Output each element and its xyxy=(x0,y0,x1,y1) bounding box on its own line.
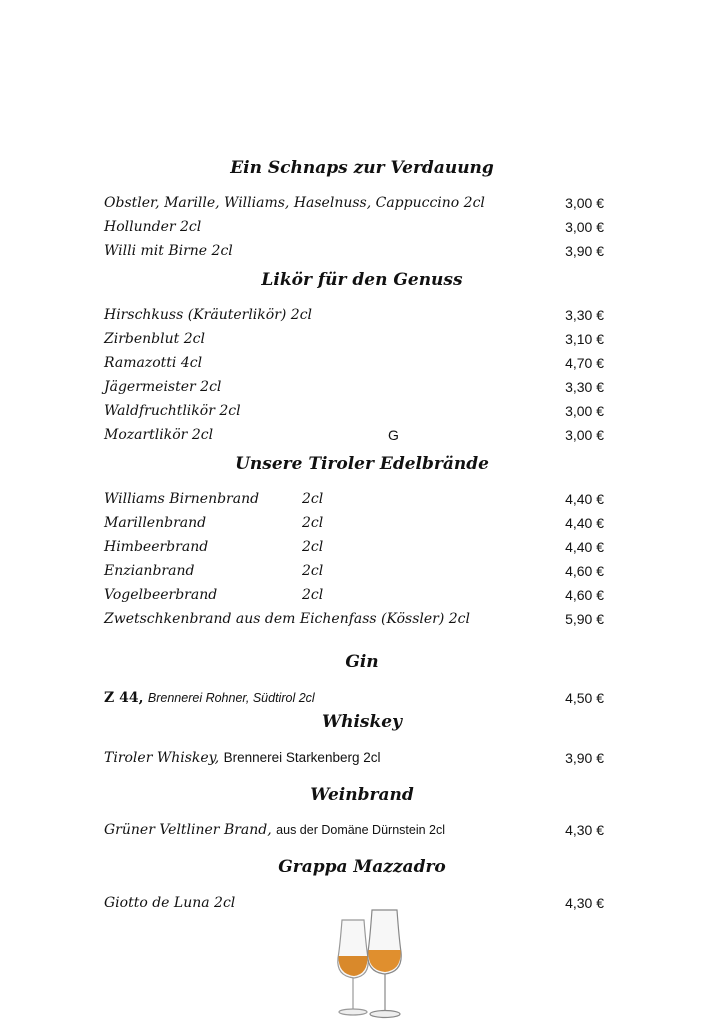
menu-item xyxy=(104,584,604,606)
menu-item xyxy=(104,400,604,422)
item-price: 4,30 € xyxy=(565,895,604,911)
item-price: 4,60 € xyxy=(565,563,604,579)
menu-item xyxy=(104,376,604,398)
section-heading: Grappa Mazzadro xyxy=(278,857,446,877)
item-name: Grüner Veltliner Brand, xyxy=(104,822,272,838)
menu-item xyxy=(104,216,604,238)
brandy-glasses-image xyxy=(330,906,420,1022)
item-name: Z 44, xyxy=(104,690,144,706)
item-detail: Brennerei Rohner, Südtirol 2cl xyxy=(147,691,315,705)
menu-item xyxy=(104,488,604,510)
item-price: 3,90 € xyxy=(565,243,604,259)
section-heading: Whiskey xyxy=(322,712,402,732)
item-price: 3,10 € xyxy=(565,331,604,347)
item-price: 4,40 € xyxy=(565,539,604,555)
item-size: 2cl xyxy=(302,587,324,603)
item-price: 4,40 € xyxy=(565,515,604,531)
item-price: 3,00 € xyxy=(565,195,604,211)
item-size: 2cl xyxy=(302,515,324,531)
item-price: 3,30 € xyxy=(565,379,604,395)
item-name: Williams Birnenbrand xyxy=(104,491,260,507)
item-name: Willi mit Birne 2cl xyxy=(104,243,233,259)
menu-item xyxy=(104,192,604,214)
item-price: 4,60 € xyxy=(565,587,604,603)
item-name: Ramazotti 4cl xyxy=(104,355,203,371)
section-heading: Unsere Tiroler Edelbrände xyxy=(235,454,489,474)
item-name: Tiroler Whiskey, xyxy=(104,750,220,766)
item-price: 3,00 € xyxy=(565,403,604,419)
menu-item xyxy=(104,328,604,350)
item-name: Enzianbrand xyxy=(104,563,195,579)
item-name: Himbeerbrand xyxy=(104,539,209,555)
menu-item xyxy=(104,819,604,841)
item-size: 2cl xyxy=(302,491,324,507)
section-heading: Gin xyxy=(345,652,379,672)
item-name: Waldfruchtlikör 2cl xyxy=(104,403,241,419)
item-price: 3,00 € xyxy=(565,427,604,443)
item-name: Zwetschkenbrand aus dem Eichenfass (Kössler) 2cl xyxy=(104,611,470,627)
item-detail: aus der Domäne Dürnstein 2cl xyxy=(276,823,446,837)
item-size: 2cl xyxy=(302,539,324,555)
item-detail: Brennerei Starkenberg 2cl xyxy=(223,750,381,765)
item-note: G xyxy=(388,427,399,443)
menu-item xyxy=(104,240,604,262)
menu-item xyxy=(104,687,604,709)
item-name: Mozartlikör 2cl xyxy=(104,427,214,443)
item-price: 4,40 € xyxy=(565,491,604,507)
item-name: Obstler, Marille, Williams, Haselnuss, Cappuccino 2cl xyxy=(104,195,485,211)
item-price: 4,70 € xyxy=(565,355,604,371)
item-price: 3,90 € xyxy=(565,750,604,766)
item-price: 4,30 € xyxy=(565,822,604,838)
menu-item xyxy=(104,747,604,769)
menu-item xyxy=(104,512,604,534)
item-name: Giotto de Luna 2cl xyxy=(104,895,236,911)
item-name: Hirschkuss (Kräuterlikör) 2cl xyxy=(104,307,313,323)
item-price: 3,30 € xyxy=(565,307,604,323)
section-heading: Likör für den Genuss xyxy=(261,270,463,290)
item-price: 5,90 € xyxy=(565,611,604,627)
menu-item xyxy=(104,536,604,558)
item-size: 2cl xyxy=(302,563,324,579)
menu-item xyxy=(104,560,604,582)
item-price: 3,00 € xyxy=(565,219,604,235)
item-name: Jägermeister 2cl xyxy=(104,379,222,395)
item-name: Zirbenblut 2cl xyxy=(104,331,205,347)
item-name: Marillenbrand xyxy=(104,515,207,531)
menu-item xyxy=(104,304,604,326)
item-name: Vogelbeerbrand xyxy=(104,587,218,603)
menu-item xyxy=(104,352,604,374)
item-name: Hollunder 2cl xyxy=(104,219,202,235)
menu-item xyxy=(104,608,604,630)
section-heading: Weinbrand xyxy=(310,785,414,805)
menu-item xyxy=(104,424,604,446)
item-price: 4,50 € xyxy=(565,690,604,706)
section-heading: Ein Schnaps zur Verdauung xyxy=(230,158,494,178)
